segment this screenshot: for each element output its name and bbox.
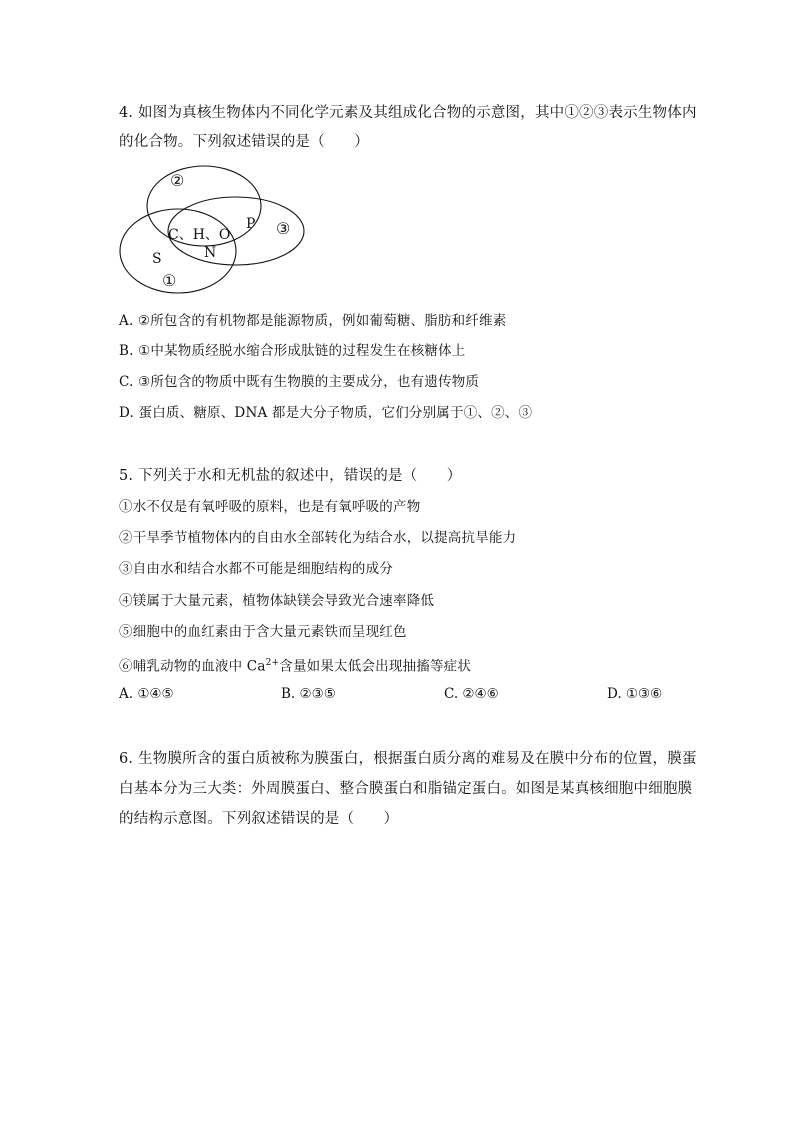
q5-statement-6-superscript: 2+	[265, 658, 280, 668]
label-compound-3: ③	[276, 219, 291, 238]
q4-option-d: D. 蛋白质、糖原、DNA 都是大分子物质，它们分别属于①、②、③	[119, 405, 533, 421]
q5-statement-2: ②干旱季节植物体内的自由水全部转化为结合水，以提高抗旱能力	[119, 530, 517, 546]
q5-statement-1: ①水不仅是有氧呼吸的原料，也是有氧呼吸的产物	[119, 499, 421, 515]
venn-diagram	[118, 165, 314, 300]
q5-statement-3: ③自由水和结合水都不可能是细胞结构的成分	[119, 561, 393, 577]
q5-statement-6	[119, 654, 471, 676]
ellipse-compound-1	[120, 209, 236, 293]
q6-stem-line2: 白基本分为三大类：外周膜蛋白、整合膜蛋白和脂锚定蛋白。如图是某真核细胞中细胞膜	[119, 781, 693, 797]
q5-option-c: C. ②④⑥	[444, 686, 499, 702]
q5-options-row	[0, 686, 794, 704]
label-element-p: P	[246, 216, 256, 232]
label-element-n: N	[204, 245, 217, 261]
q5-statement-5: ⑤细胞中的血红素由于含大量元素铁而呈现红色	[119, 624, 407, 640]
q5-option-b: B. ②③⑤	[281, 686, 336, 702]
q5-statement-6-pre: ⑥哺乳动物的血液中 Ca	[119, 658, 266, 675]
label-elements-cho: C、H、O	[168, 227, 231, 243]
label-element-s: S	[152, 251, 162, 267]
label-compound-2: ②	[170, 171, 185, 190]
q6-stem-line3: 的结构示意图。下列叙述错误的是（ ）	[119, 811, 399, 827]
q5-option-a: A. ①④⑤	[119, 686, 174, 702]
q4-stem-line2: 的化合物。下列叙述错误的是（ ）	[119, 134, 369, 150]
q4-option-c: C. ③所包含的物质中既有生物膜的主要成分，也有遗传物质	[119, 374, 480, 390]
label-compound-1: ①	[162, 271, 177, 290]
q5-stem: 5. 下列关于水和无机盐的叙述中，错误的是（ ）	[119, 468, 462, 484]
q5-statement-4: ④镁属于大量元素，植物体缺镁会导致光合速率降低	[119, 593, 435, 609]
q4-stem-line1: 4. 如图为真核生物体内不同化学元素及其组成化合物的示意图，其中①②③表示生物体内	[119, 105, 697, 121]
q4-option-a: A. ②所包含的有机物都是能源物质，例如葡萄糖、脂肪和纤维素	[119, 313, 507, 329]
q6-stem-line1: 6. 生物膜所含的蛋白质被称为膜蛋白，根据蛋白质分离的难易及在膜中分布的位置，膜蛋	[119, 751, 697, 767]
q4-option-b: B. ①中某物质经脱水缩合形成肽链的过程发生在核糖体上	[119, 343, 466, 359]
q5-statement-6-post: 含量如果太低会出现抽搐等症状	[279, 658, 472, 675]
q5-option-d: D. ①③⑥	[607, 686, 663, 702]
